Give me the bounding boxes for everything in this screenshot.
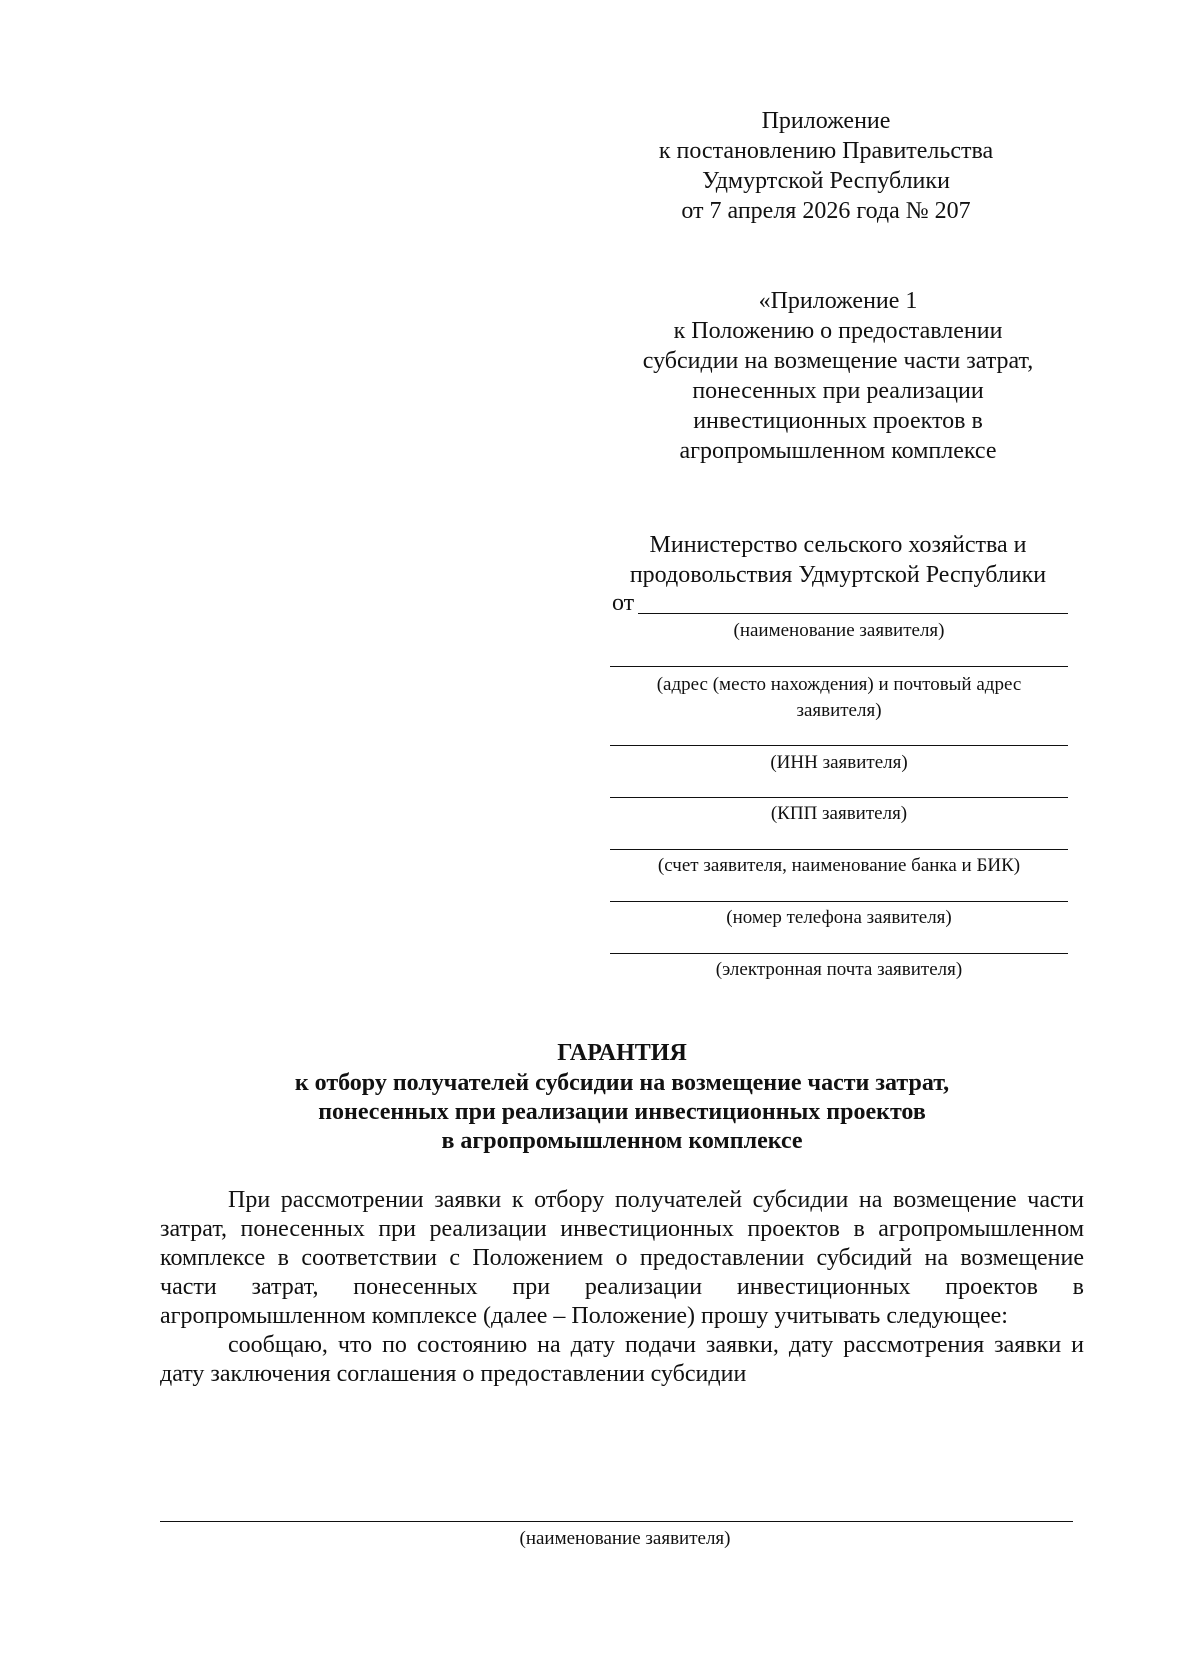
document-title: ГАРАНТИЯ [557, 1040, 687, 1066]
header-line: Удмуртской Республики [702, 168, 950, 194]
addressee-line: продовольствия Удмуртской Республики [629, 562, 1047, 588]
appendix-line: инвестиционных проектов в [693, 408, 983, 434]
appendix-line: агропромышленном комплексе [679, 438, 997, 464]
subtitle-line: понесенных при реализации инвестиционных проектов [318, 1099, 926, 1125]
subtitle-line: в агропромышленном комплексе [441, 1128, 803, 1154]
field-label: (наименование заявителя) [733, 620, 945, 641]
header-block [626, 106, 1026, 226]
address-line[interactable] [610, 666, 1068, 667]
paragraph: При рассмотрении заявки к отбору получателей субсидии на возмещение части затрат, понесенных при реализации инвестиционных проектов в агропромышленном комплексе в соответствии с Положением о предоставлении субсидий на возмещение части затрат, понесенных при реализации инвестиционных проектов в агропромышленном комплексе (далее – Положение) прошу учитывать следующее: [160, 1187, 1084, 1329]
applicant-name-line[interactable] [160, 1521, 1073, 1522]
bank-line[interactable] [610, 849, 1068, 850]
field-label: (номер телефона заявителя) [726, 907, 952, 928]
appendix-line: к Положению о предоставлении [673, 318, 1003, 344]
header-line: от 7 апреля 2026 года № 207 [681, 198, 971, 224]
field-label: (ИНН заявителя) [770, 752, 908, 773]
field-label: (наименование заявителя) [519, 1528, 731, 1549]
field-label: (адрес (место нахождения) и почтовый адрес [656, 674, 1022, 695]
body-text [160, 1186, 1084, 1389]
appendix-line: понесенных при реализации [692, 378, 984, 404]
appendix-line: субсидии на возмещение части затрат, [642, 348, 1034, 374]
kpp-line[interactable] [610, 797, 1068, 798]
appendix-block [608, 286, 1068, 466]
addressee-line: Министерство сельского хозяйства и [649, 532, 1027, 558]
field-label: (счет заявителя, наименование банка и БИК) [657, 855, 1021, 876]
field-label: (электронная почта заявителя) [715, 959, 963, 980]
addressee-block [598, 530, 1078, 590]
applicant-name-line[interactable] [638, 613, 1068, 614]
field-label: заявителя) [796, 700, 882, 721]
email-line[interactable] [610, 953, 1068, 954]
phone-line[interactable] [610, 901, 1068, 902]
header-line: Приложение [761, 108, 891, 134]
subtitle-line: к отбору получателей субсидии на возмещение части затрат, [294, 1070, 950, 1096]
inn-line[interactable] [610, 745, 1068, 746]
from-label: от [612, 590, 635, 616]
header-line: к постановлению Правительства [658, 138, 994, 164]
paragraph: сообщаю, что по состоянию на дату подачи заявки, дату рассмотрения заявки и дату заключения соглашения о предоставлении субсидии [160, 1332, 1084, 1387]
appendix-line: «Приложение 1 [758, 288, 918, 314]
field-label: (КПП заявителя) [770, 803, 908, 824]
